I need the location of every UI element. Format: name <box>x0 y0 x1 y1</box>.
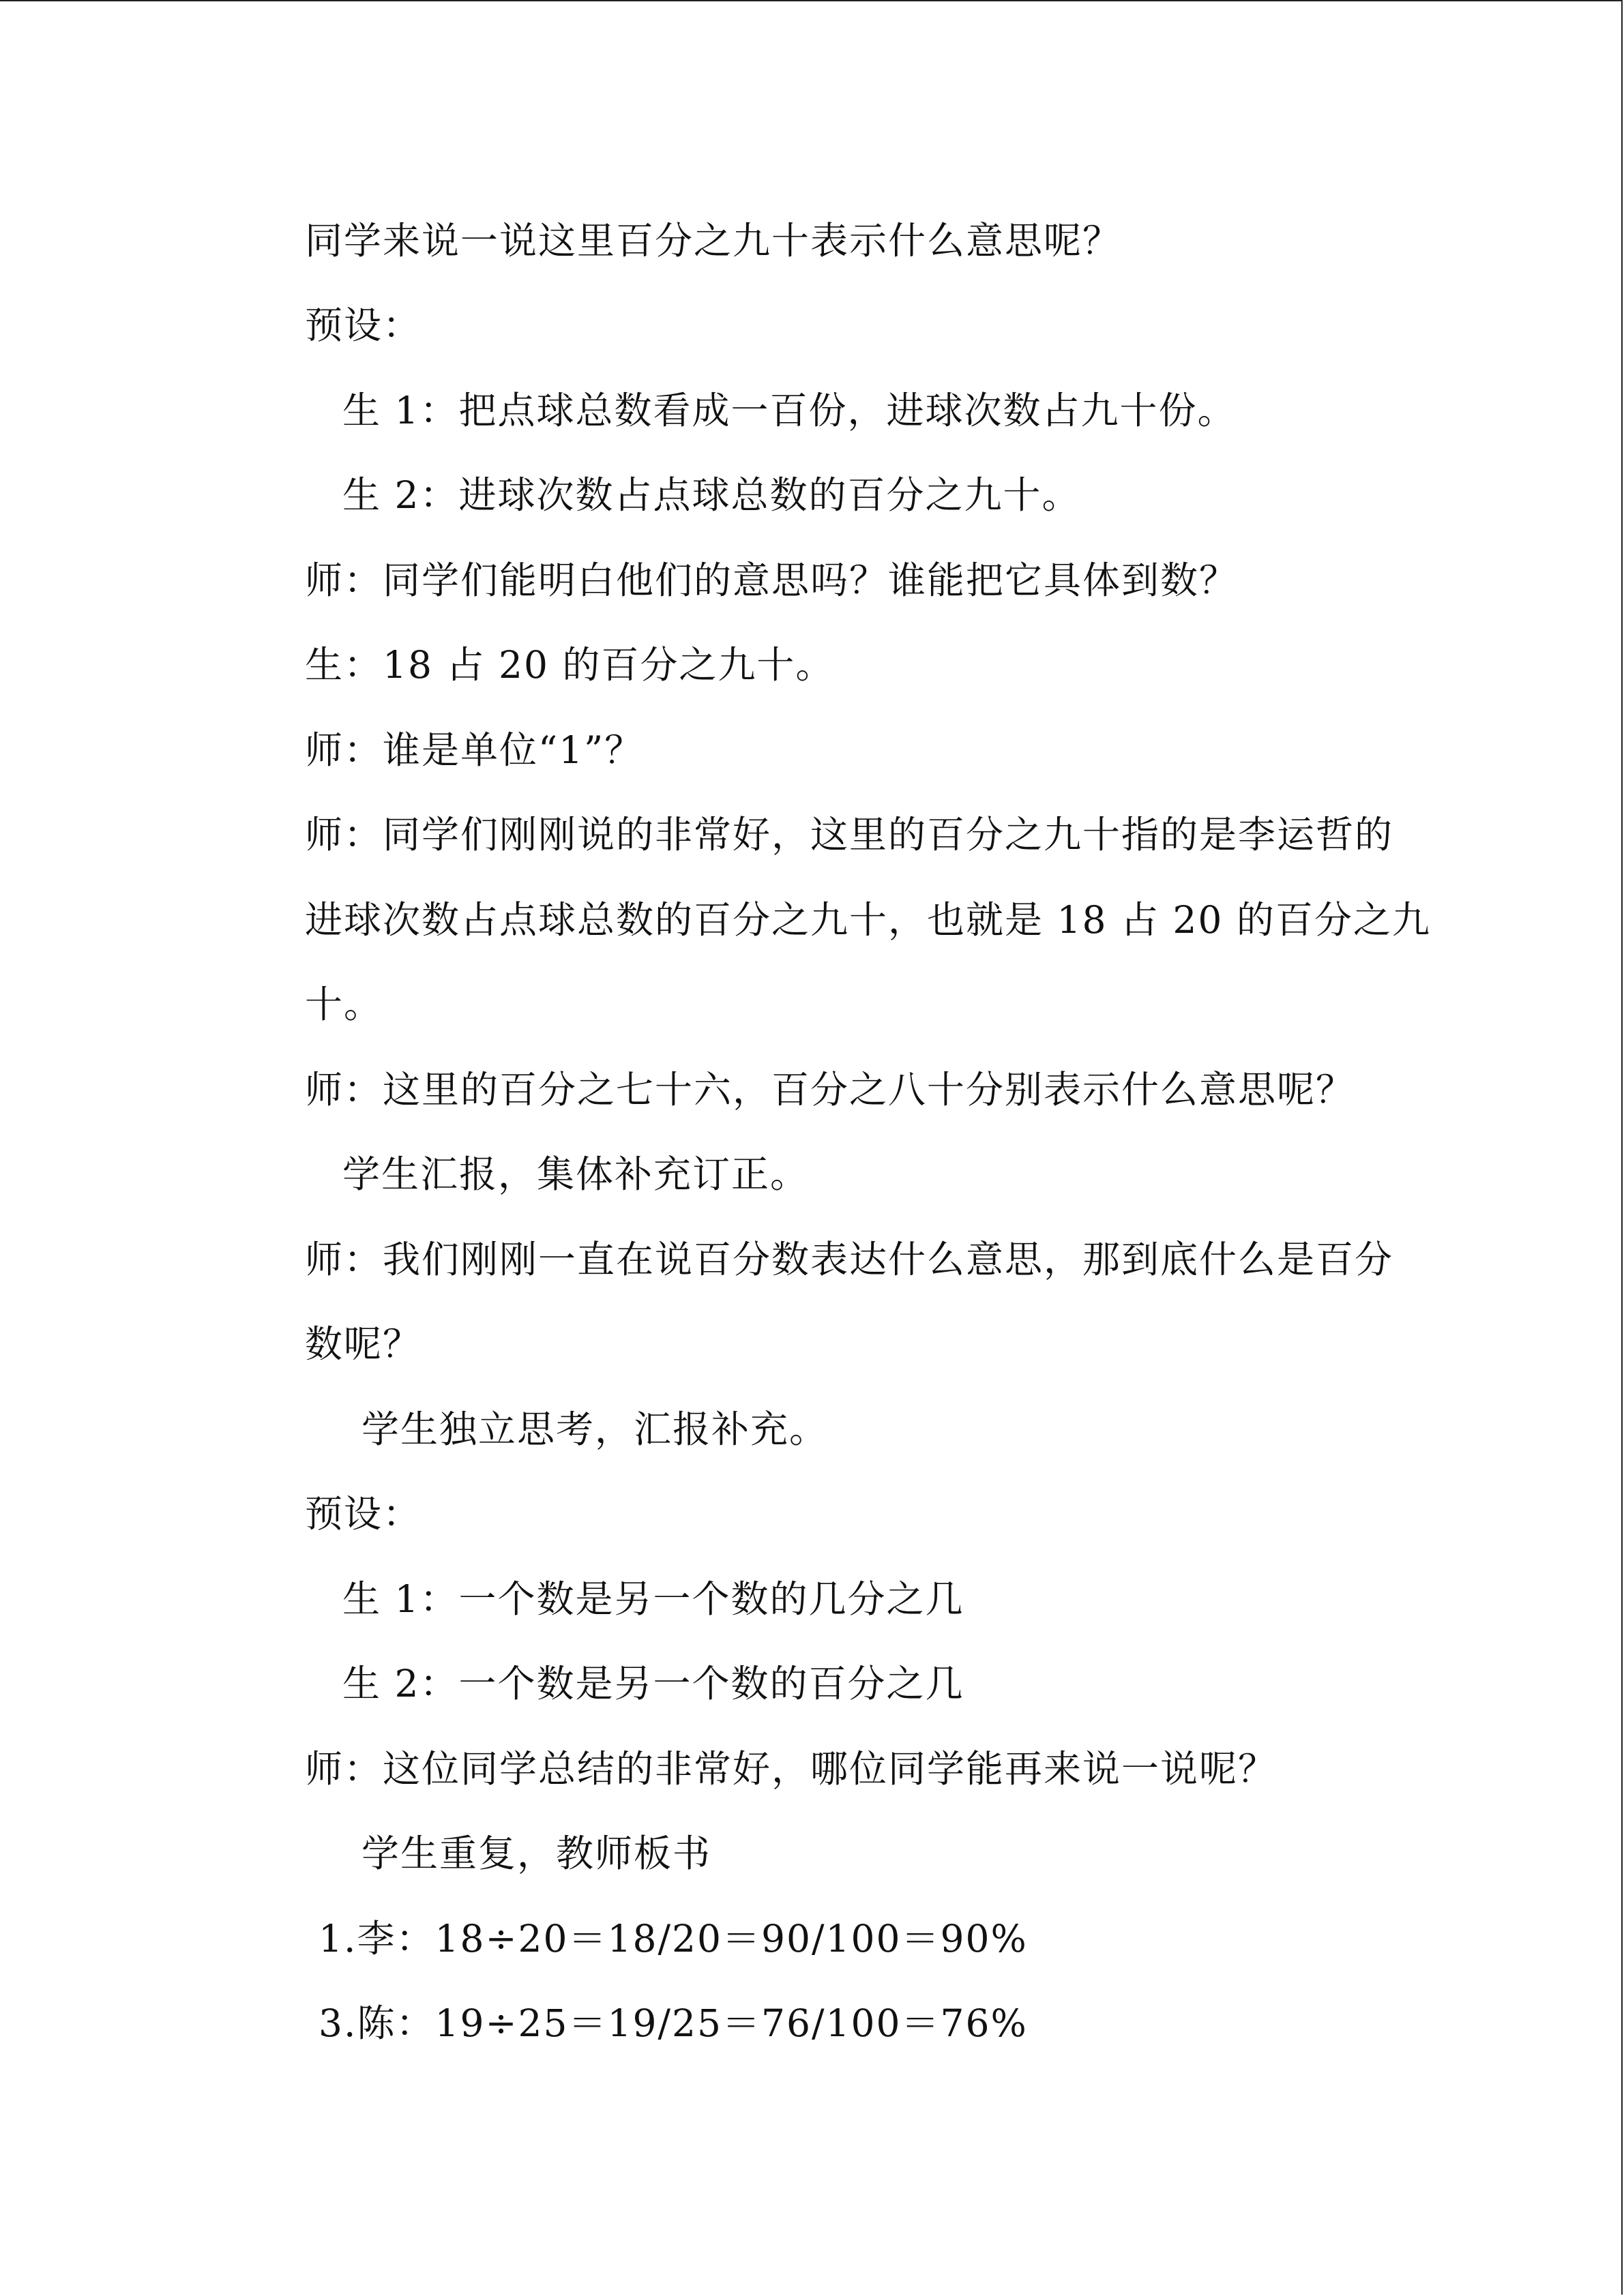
text-line: 1.李：18÷20＝18/20＝90/100＝90% <box>319 1917 1028 1960</box>
text-line: 学生独立思考，汇报补充。 <box>361 1407 829 1451</box>
text-line: 数呢？ <box>305 1322 422 1366</box>
text-line: 生 1：把点球总数看成一百份，进球次数占九十份。 <box>342 389 1237 432</box>
text-line: 进球次数占点球总数的百分之九十，也就是 18 占 20 的百分之九 <box>305 898 1431 942</box>
text-line: 学生汇报，集体补充订正。 <box>342 1152 810 1196</box>
text-line: 十。 <box>305 983 383 1026</box>
text-line: 学生重复，教师板书 <box>361 1832 712 1875</box>
text-line: 生 1：一个数是另一个数的几分之几 <box>342 1577 964 1621</box>
text-line: 师：这位同学总结的非常好，哪位同学能再来说一说呢？ <box>305 1747 1278 1791</box>
text-line: 生：18 占 20 的百分之九十。 <box>305 643 835 687</box>
text-line: 师：同学们刚刚说的非常好，这里的百分之九十指的是李运哲的 <box>305 813 1394 856</box>
text-line: 预设： <box>305 303 422 347</box>
text-line: 师：这里的百分之七十六，百分之八十分别表示什么意思呢？ <box>305 1068 1355 1112</box>
text-line: 3.陈：19÷25＝19/25＝76/100＝76% <box>319 2001 1028 2045</box>
text-line: 生 2：进球次数占点球总数的百分之九十。 <box>342 473 1081 517</box>
text-line: 师：谁是单位“1”？ <box>305 728 644 772</box>
text-line: 预设： <box>305 1492 422 1536</box>
text-line: 师：我们刚刚一直在说百分数表达什么意思，那到底什么是百分 <box>305 1238 1394 1281</box>
text-line: 生 2：一个数是另一个数的百分之几 <box>342 1662 964 1705</box>
text-line: 同学来说一说这里百分之九十表示什么意思呢？ <box>305 219 1122 263</box>
text-line: 师：同学们能明白他们的意思吗？谁能把它具体到数？ <box>305 558 1239 602</box>
